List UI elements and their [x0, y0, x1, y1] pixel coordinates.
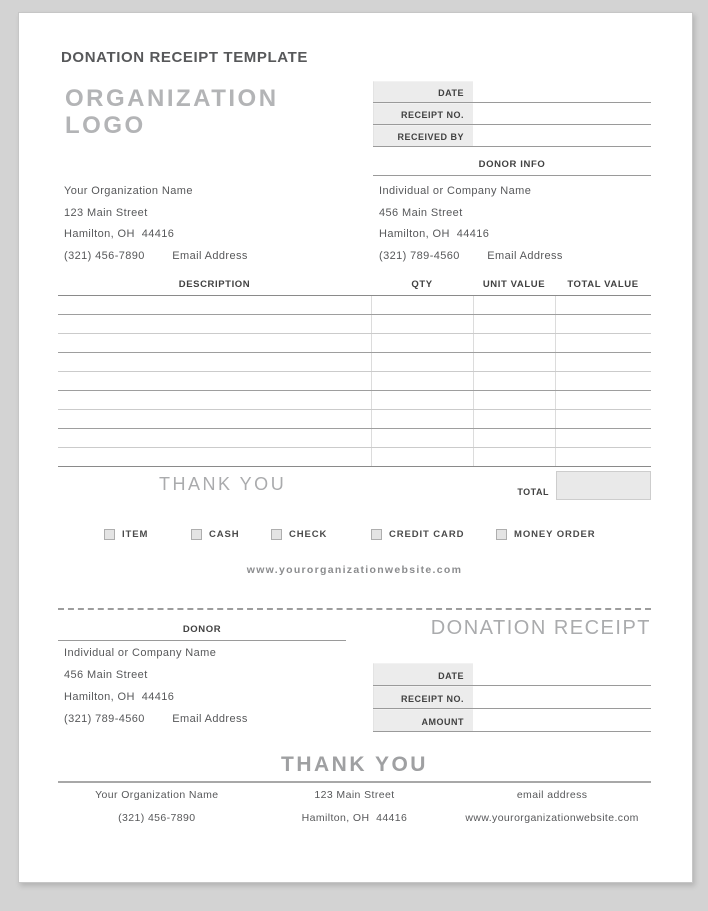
- credit-card-checkbox-label: CREDIT CARD: [389, 529, 465, 540]
- stub-date-field[interactable]: [473, 663, 651, 685]
- document-page: [18, 12, 693, 883]
- footer-email: email address: [516, 789, 588, 801]
- items-cell-desc[interactable]: [58, 428, 371, 447]
- items-cell-unit[interactable]: [473, 409, 555, 428]
- total-label: TOTAL: [517, 487, 549, 497]
- items-cell-desc[interactable]: [58, 314, 371, 333]
- money-order-checkbox[interactable]: [496, 529, 507, 540]
- items-cell-desc[interactable]: [58, 409, 371, 428]
- items-cell-qty[interactable]: [371, 428, 473, 447]
- payment-option-credit-card: [371, 529, 464, 540]
- stub-donor-phone: (321) 789-4560: [64, 713, 145, 725]
- item-checkbox[interactable]: [104, 529, 115, 540]
- items-table-header-row: [58, 275, 651, 295]
- items-cell-qty[interactable]: [371, 409, 473, 428]
- items-cell-unit[interactable]: [473, 428, 555, 447]
- footer-address-column: [256, 789, 454, 834]
- items-cell-total[interactable]: [555, 295, 651, 314]
- items-table-empty-row: [58, 390, 651, 409]
- stub-receipt-no-field[interactable]: [473, 686, 651, 708]
- payment-option-money-order: [496, 529, 596, 540]
- received-by-field[interactable]: [473, 125, 651, 146]
- items-cell-unit[interactable]: [473, 314, 555, 333]
- items-table-empty-row: [58, 371, 651, 390]
- items-table-empty-row: [58, 314, 651, 333]
- donation-receipt-heading: DONATION RECEIPT: [430, 617, 651, 639]
- items-cell-unit[interactable]: [473, 352, 555, 371]
- unit-value-column-header: UNIT VALUE: [473, 275, 555, 295]
- donor-address-block: [379, 185, 563, 271]
- stub-donor-street: 456 Main Street: [64, 669, 148, 681]
- items-cell-unit[interactable]: [473, 390, 555, 409]
- items-cell-total[interactable]: [555, 428, 651, 447]
- date-field[interactable]: [473, 81, 651, 102]
- payment-methods-row: [19, 529, 694, 545]
- items-cell-total[interactable]: [555, 352, 651, 371]
- meta-row-received-by: [373, 125, 651, 147]
- total-value-column-header: TOTAL VALUE: [555, 275, 651, 295]
- donor-email: Email Address: [487, 249, 563, 262]
- donor-name: Individual or Company Name: [379, 185, 532, 197]
- received-by-label: RECEIVED BY: [373, 125, 473, 146]
- payment-option-cash: [191, 529, 240, 540]
- items-table-empty-row: [58, 295, 651, 314]
- footer-street: 123 Main Street: [314, 789, 395, 801]
- items-cell-desc[interactable]: [58, 390, 371, 409]
- stub-date-label: DATE: [373, 663, 473, 685]
- qty-column-header: QTY: [371, 275, 473, 295]
- meta-row-date: [373, 81, 651, 103]
- items-cell-total[interactable]: [555, 390, 651, 409]
- stub-meta-table: [373, 663, 651, 732]
- check-checkbox[interactable]: [271, 529, 282, 540]
- items-cell-desc[interactable]: [58, 447, 371, 466]
- stub-donor-name: Individual or Company Name: [64, 647, 217, 659]
- items-table-empty-row: [58, 352, 651, 371]
- items-cell-qty[interactable]: [371, 295, 473, 314]
- organization-logo: ORGANIZATION LOGO: [65, 85, 279, 139]
- items-cell-desc[interactable]: [58, 333, 371, 352]
- items-cell-unit[interactable]: [473, 447, 555, 466]
- items-cell-desc[interactable]: [58, 371, 371, 390]
- tear-off-divider: [58, 608, 651, 610]
- items-cell-desc[interactable]: [58, 295, 371, 314]
- footer-org-phone: (321) 456-7890: [118, 811, 196, 824]
- organization-address-block: [64, 185, 248, 271]
- receipt-no-label: RECEIPT NO.: [373, 103, 473, 124]
- items-table-empty-row: [58, 333, 651, 352]
- stub-donor-city: Hamilton, OH 44416: [64, 691, 175, 703]
- items-cell-qty[interactable]: [371, 447, 473, 466]
- items-cell-total[interactable]: [555, 409, 651, 428]
- page-title: DONATION RECEIPT TEMPLATE: [61, 49, 308, 66]
- items-cell-total[interactable]: [555, 371, 651, 390]
- items-cell-unit[interactable]: [473, 371, 555, 390]
- website-url: www.yourorganizationwebsite.com: [246, 564, 463, 576]
- items-cell-unit[interactable]: [473, 295, 555, 314]
- footer-org-name: Your Organization Name: [95, 789, 219, 801]
- items-cell-qty[interactable]: [371, 333, 473, 352]
- footer-thank-you: THANK YOU: [281, 753, 428, 776]
- receipt-meta-table: [373, 81, 651, 147]
- items-cell-qty[interactable]: [371, 371, 473, 390]
- stub-meta-row-date: [373, 663, 651, 686]
- stub-donor-email: Email Address: [172, 713, 248, 725]
- donor-city: Hamilton, OH 44416: [379, 228, 490, 240]
- items-table-body: [58, 295, 651, 466]
- description-column-header: DESCRIPTION: [58, 275, 371, 295]
- meta-row-receipt-no: [373, 103, 651, 125]
- payment-option-check: [271, 529, 327, 540]
- credit-card-checkbox[interactable]: [371, 529, 382, 540]
- thank-you-text: THANK YOU: [159, 474, 287, 494]
- cash-checkbox-label: CASH: [209, 529, 240, 540]
- footer-columns: [58, 789, 651, 834]
- stub-amount-field[interactable]: [473, 709, 651, 731]
- org-name: Your Organization Name: [64, 185, 193, 197]
- footer-org-column: [58, 789, 256, 834]
- footer-divider: [58, 781, 651, 783]
- donor-info-header: DONOR INFO: [373, 159, 651, 176]
- date-label: DATE: [373, 81, 473, 102]
- total-amount-field[interactable]: [556, 471, 651, 500]
- stub-meta-row-amount: [373, 709, 651, 732]
- items-cell-qty[interactable]: [371, 352, 473, 371]
- items-cell-qty[interactable]: [371, 390, 473, 409]
- stub-receipt-no-label: RECEIPT NO.: [373, 686, 473, 708]
- items-table-empty-row: [58, 409, 651, 428]
- items-cell-qty[interactable]: [371, 314, 473, 333]
- org-phone: (321) 456-7890: [64, 249, 145, 262]
- donor-street: 456 Main Street: [379, 206, 463, 219]
- items-table: [58, 275, 651, 467]
- org-street: 123 Main Street: [64, 206, 148, 219]
- items-table-empty-row: [58, 428, 651, 447]
- items-cell-total[interactable]: [555, 314, 651, 333]
- stub-donor-address-block: [64, 647, 248, 735]
- stub-meta-row-receipt-no: [373, 686, 651, 709]
- items-table-empty-row: [58, 447, 651, 466]
- org-city: Hamilton, OH 44416: [64, 228, 175, 240]
- check-checkbox-label: CHECK: [289, 529, 328, 540]
- footer-contact-column: [453, 789, 651, 834]
- stub-amount-label: AMOUNT: [373, 709, 473, 731]
- org-email: Email Address: [172, 249, 248, 262]
- item-checkbox-label: ITEM: [122, 529, 149, 540]
- footer-city: Hamilton, OH 44416: [301, 811, 408, 824]
- stub-donor-header: DONOR: [58, 624, 346, 641]
- items-cell-desc[interactable]: [58, 352, 371, 371]
- cash-checkbox[interactable]: [191, 529, 202, 540]
- items-cell-total[interactable]: [555, 447, 651, 466]
- footer-website: www.yourorganizationwebsite.com: [465, 811, 639, 824]
- money-order-checkbox-label: MONEY ORDER: [514, 529, 596, 540]
- items-cell-unit[interactable]: [473, 333, 555, 352]
- items-cell-total[interactable]: [555, 333, 651, 352]
- donor-phone: (321) 789-4560: [379, 249, 460, 262]
- payment-option-item: [104, 529, 148, 540]
- receipt-no-field[interactable]: [473, 103, 651, 124]
